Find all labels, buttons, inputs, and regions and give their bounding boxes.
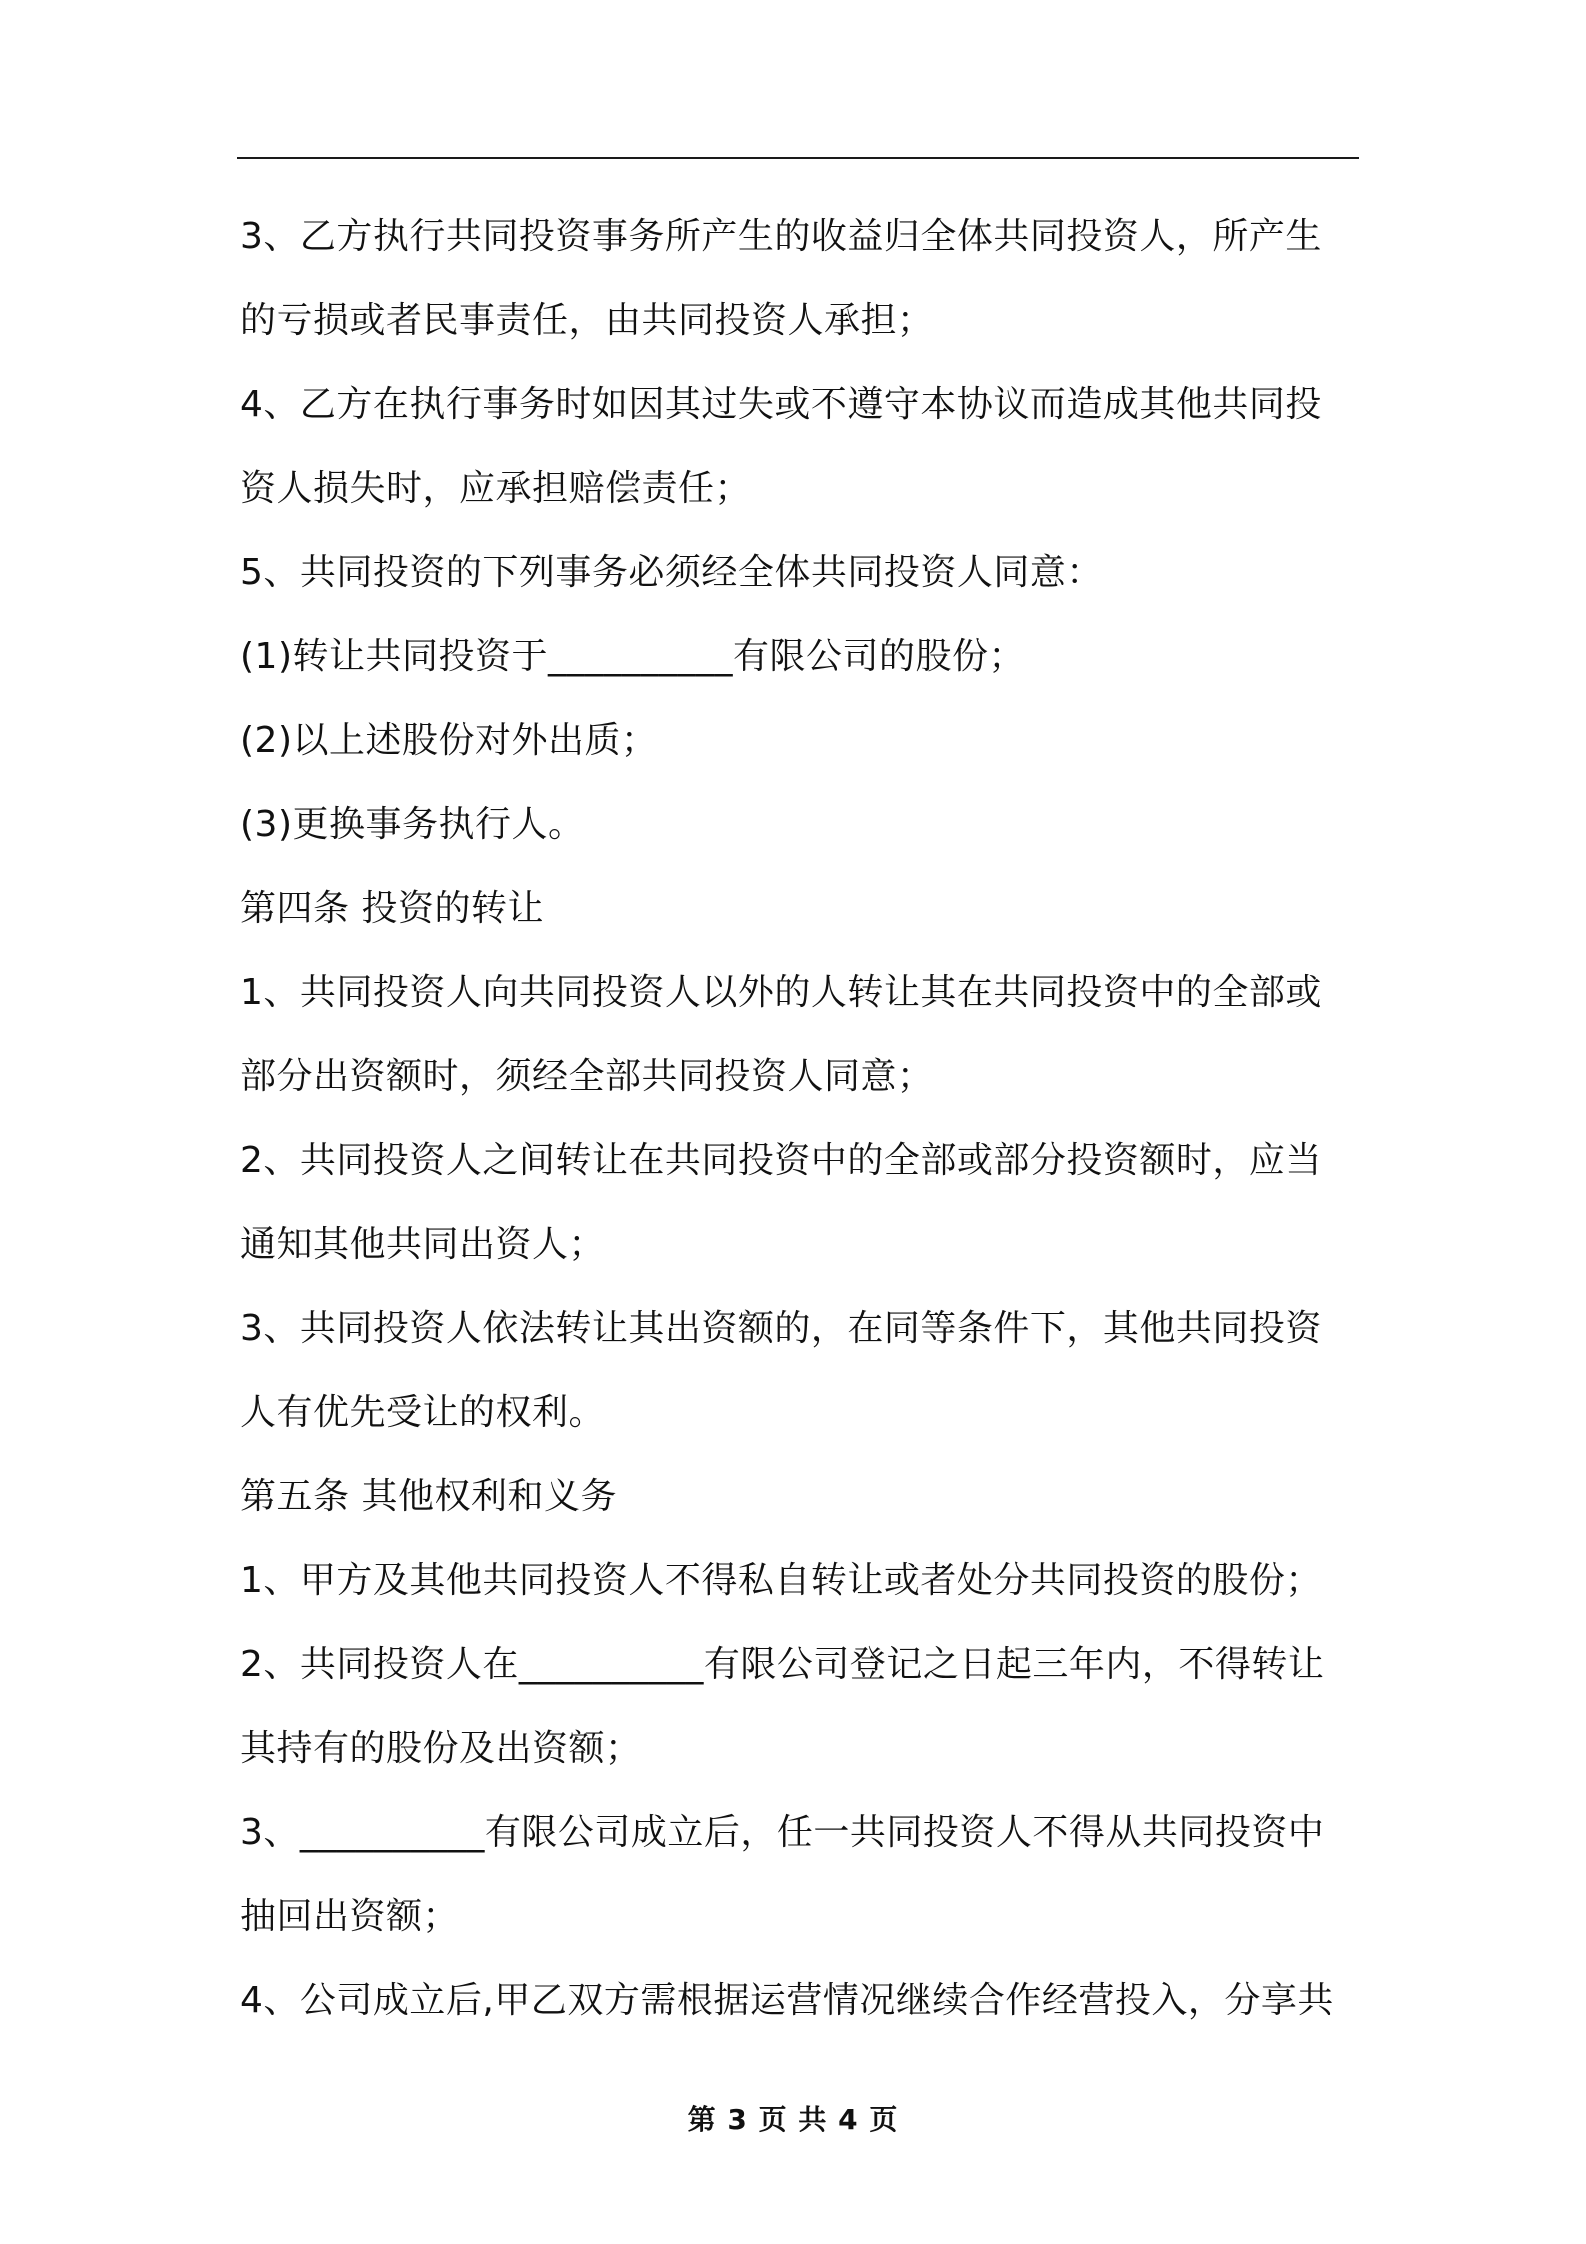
header-rule	[237, 157, 1359, 159]
text-line: (2)以上述股份对外出质；	[240, 720, 658, 761]
text-line: 人有优先受让的权利。	[240, 1392, 606, 1433]
document-body	[240, 195, 1362, 2043]
text-line: 其持有的股份及出资额；	[240, 1728, 642, 1769]
text-line: 2、共同投资人之间转让在共同投资中的全部或部分投资额时，应当	[240, 1140, 1322, 1181]
text-line: 5、共同投资的下列事务必须经全体共同投资人同意：	[240, 552, 1103, 593]
page-number-footer: 第 3 页 共 4 页	[687, 2103, 899, 2136]
section-heading: 第五条 其他权利和义务	[240, 1476, 617, 1517]
text-line: 通知其他共同出资人；	[240, 1224, 606, 1265]
text-line: 3、__________有限公司成立后，任一共同投资人不得从共同投资中	[240, 1812, 1325, 1853]
text-line: 4、公司成立后,甲乙双方需根据运营情况继续合作经营投入，分享共	[240, 1980, 1334, 2021]
text-line: 部分出资额时，须经全部共同投资人同意；	[240, 1056, 934, 1097]
section-heading: 第四条 投资的转让	[240, 888, 544, 929]
text-line: 3、共同投资人依法转让其出资额的，在同等条件下，其他共同投资	[240, 1308, 1322, 1349]
text-line: 1、甲方及其他共同投资人不得私自转让或者处分共同投资的股份；	[240, 1560, 1322, 1601]
text-line: 4、乙方在执行事务时如因其过失或不遵守本协议而造成其他共同投	[240, 384, 1322, 425]
text-line: 3、乙方执行共同投资事务所产生的收益归全体共同投资人，所产生	[240, 216, 1322, 257]
text-line: 的亏损或者民事责任，由共同投资人承担；	[240, 300, 934, 341]
text-line: 抽回出资额；	[240, 1896, 460, 1937]
text-line: (3)更换事务执行人。	[240, 804, 585, 845]
text-line: 资人损失时，应承担赔偿责任；	[240, 468, 752, 509]
text-line: 1、共同投资人向共同投资人以外的人转让其在共同投资中的全部或	[240, 972, 1322, 1013]
text-line: 2、共同投资人在__________有限公司登记之日起三年内，不得转让	[240, 1644, 1325, 1685]
text-line: (1)转让共同投资于__________有限公司的股份；	[240, 636, 1025, 677]
